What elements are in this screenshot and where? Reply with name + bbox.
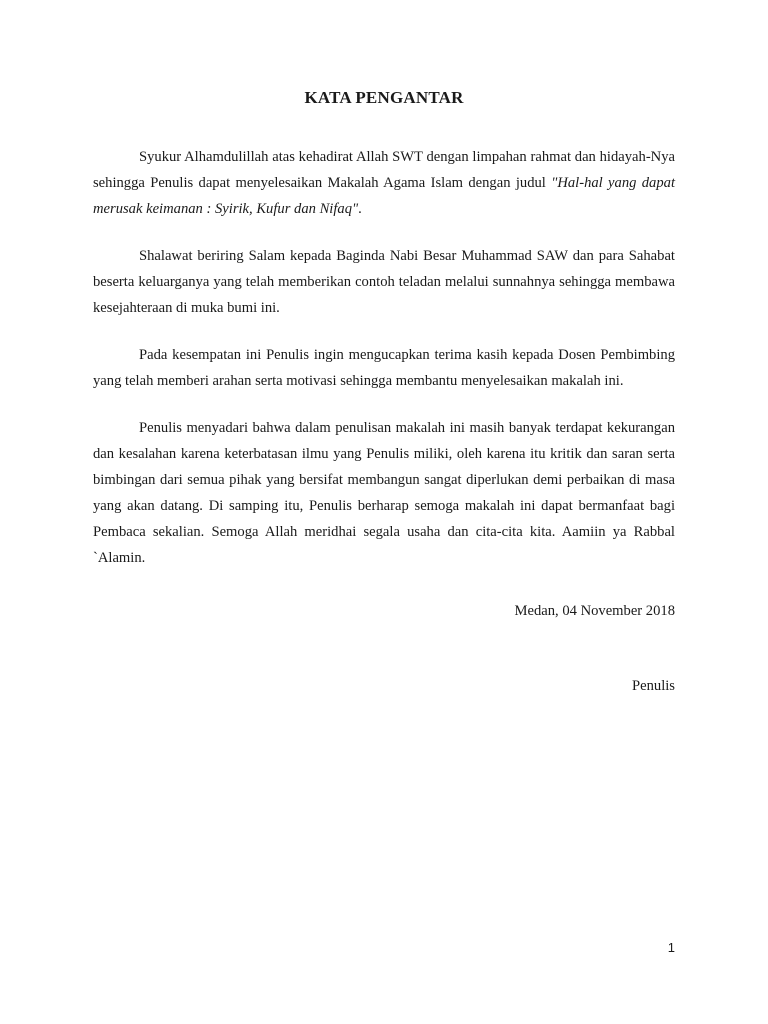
paragraph-closing: Penulis menyadari bahwa dalam penulisan makalah ini masih banyak terdapat kekurangan dan kesalahan karena keterbatasan ilmu yang Penulis miliki, oleh karena itu kritik dan saran serta bimbingan dari semua pihak yang bersifat membangun sangat diperlukan demi perbaikan di masa yang akan datang. Di samping itu, Penulis berharap semoga makalah ini dapat bermanfaat bagi Pembaca sekalian. Semoga Allah meridhai segala usaha dan cita-cita kita. Aamiin ya Rabbal `Alamin. bbox=[93, 420, 675, 566]
page-title: KATA PENGANTAR bbox=[304, 88, 464, 107]
paragraph-thanks: Pada kesempatan ini Penulis ingin mengucapkan terima kasih kepada Dosen Pembimbing yang telah memberi arahan serta motivasi sehingga membantu menyelesaikan makalah ini. bbox=[93, 347, 675, 389]
paragraph-text-end: . bbox=[358, 201, 362, 217]
paper-title-italic: "Hal-hal yang dapat merusak keimanan : Syirik, Kufur dan Nifaq" bbox=[93, 175, 676, 217]
place-date: Medan, 04 November 2018 bbox=[514, 603, 675, 619]
paragraph-shalawat: Shalawat beriring Salam kepada Baginda Nabi Besar Muhammad SAW dan para Sahabat beserta keluarganya yang telah memberikan contoh teladan melalui sunnahnya sehingga membawa kesejahteraan di muka bumi ini. bbox=[93, 248, 675, 316]
paragraph-text: Syukur Alhamdulillah atas kehadirat Allah SWT dengan limpahan rahmat dan hidayah-Nya sehingga Penulis dapat menyelesaikan Makalah Agama Islam dengan judul bbox=[93, 149, 675, 191]
document-body bbox=[93, 144, 675, 592]
signer-name: Penulis bbox=[632, 678, 675, 694]
page-number: 1 bbox=[667, 940, 675, 955]
paragraph-gratitude bbox=[93, 144, 675, 222]
